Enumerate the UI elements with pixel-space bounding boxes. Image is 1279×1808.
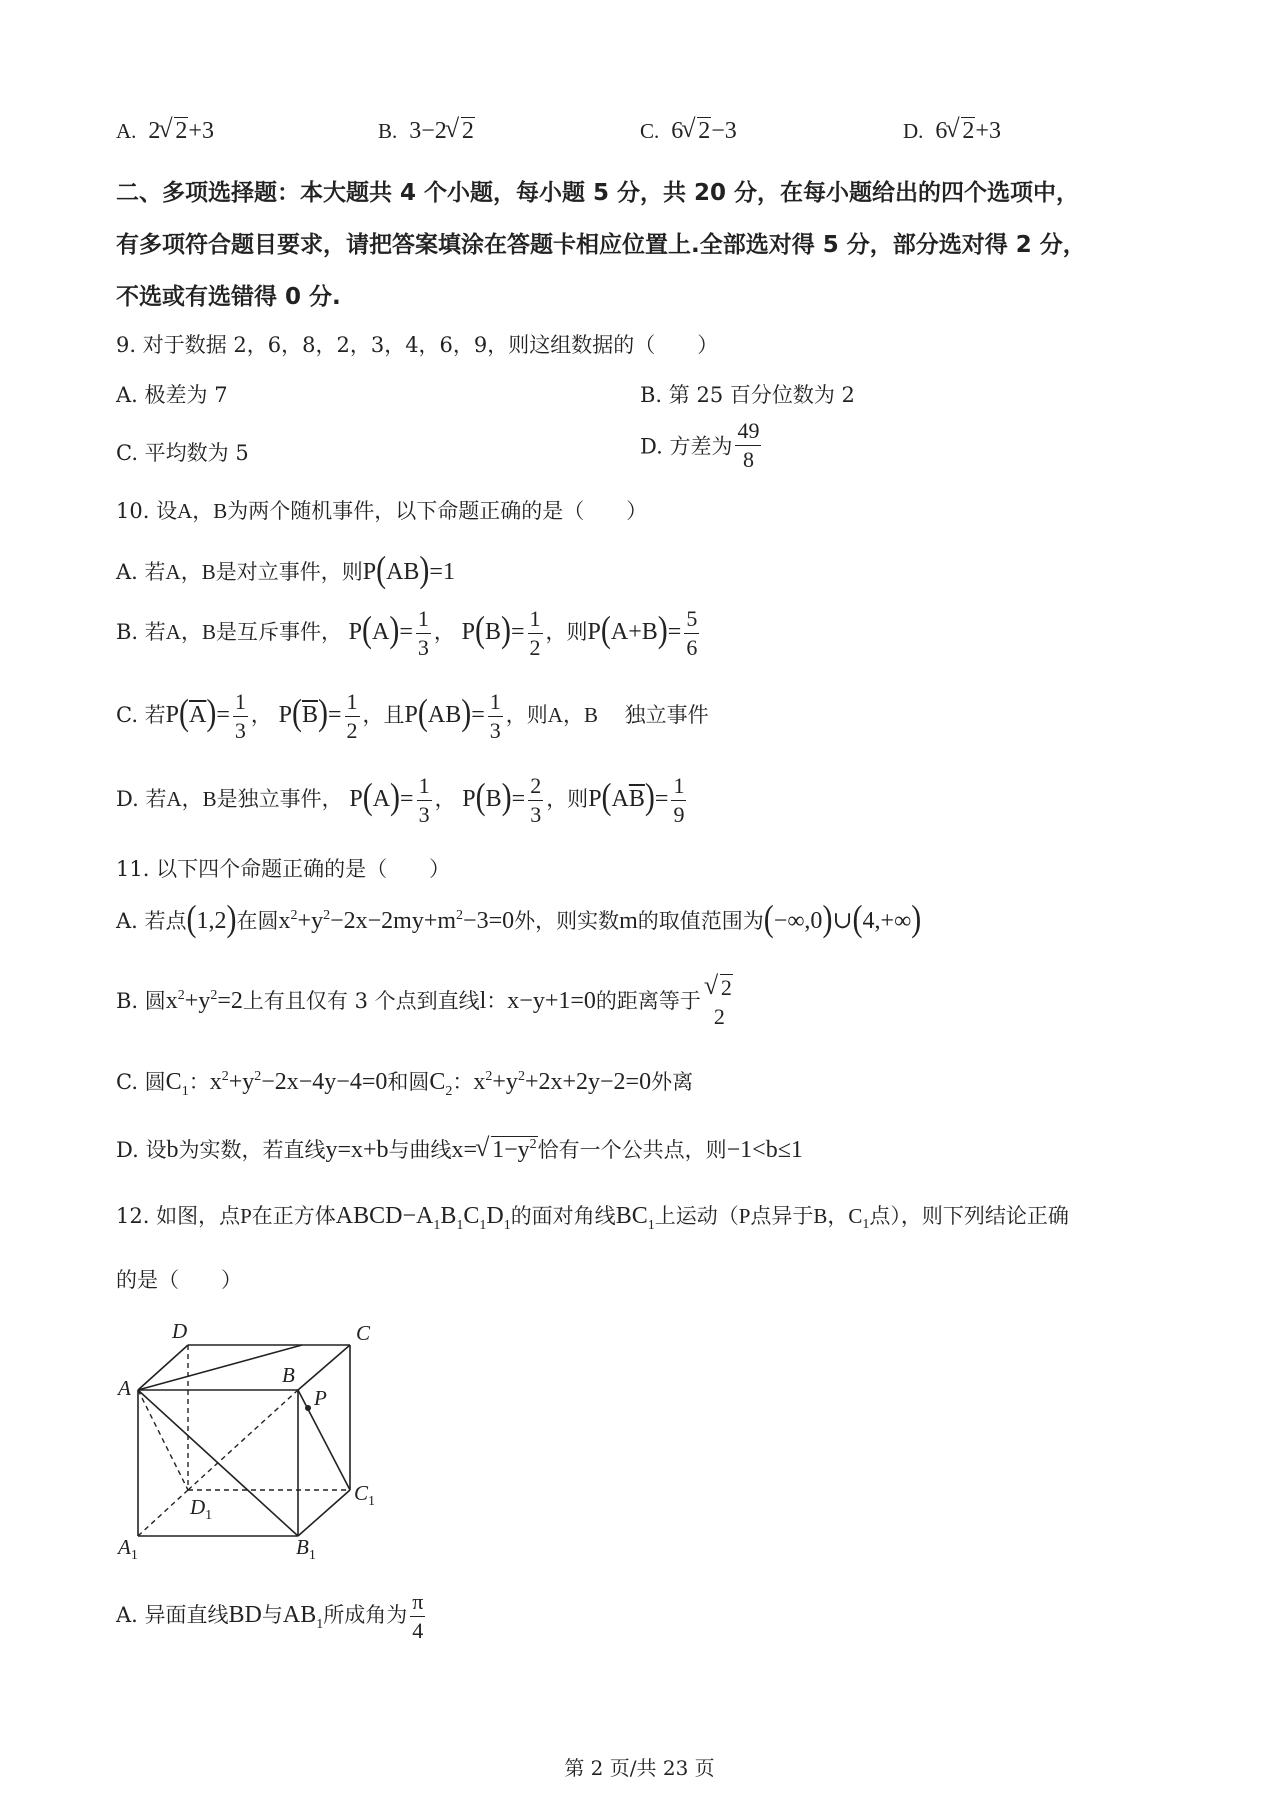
q10-option-d: D. 若A，B是独立事件， P(A)= $\frac{1}{3}$ ， P(B)= $\frac{2}{3}$ ，则$P(A\overline{B})=$ $\frac{1}{9}$ xyxy=(116,773,685,827)
label-a: A xyxy=(118,1376,131,1400)
q10-option-c: C. 若$P(\overline{A})=$ $\frac{1}{3}$ ， $P(\overline{B})=$ $\frac{1}{2}$ ，且P(AB)= $\frac{1}{3}$ ，则A，B 独立事件 xyxy=(116,689,709,743)
prob-pb: P(B)= xyxy=(461,608,525,650)
numerator: 1 xyxy=(488,691,503,717)
prob-pa: P(A)= xyxy=(348,608,413,650)
line-equation: y=x+b xyxy=(325,1137,389,1163)
hidden-diagonal-d1b xyxy=(188,1390,298,1490)
q10-option-b: B. 若A，B是互斥事件， P(A)= $\frac{1}{3}$ ， P(B)= $\frac{1}{2}$ ，则P(A+B)= $\frac{5}{6}$ xyxy=(116,606,698,660)
cube-name: $ABCD-A_1B_1C_1D_1$ xyxy=(335,1203,511,1233)
option-label: D. xyxy=(903,119,924,143)
option-text: ，则 xyxy=(505,703,548,727)
denominator: 2 xyxy=(346,718,358,743)
prob-not-b: $P(\overline{B})=$ xyxy=(278,691,342,733)
denominator: 4 xyxy=(412,1618,424,1643)
section-heading-line2: 有多项符合题目要求，请把答案填涂在答题卡相应位置上.全部选对得 5 分，部分选对得 2 分， xyxy=(116,232,1086,258)
option-text: D. 方差为 xyxy=(640,434,733,459)
sqrt-symbol xyxy=(477,1137,538,1164)
label-text: C xyxy=(354,1481,369,1505)
tail: −3 xyxy=(711,118,737,144)
q11-option-a xyxy=(116,897,922,939)
option-text: D. 若 xyxy=(116,787,167,811)
stem-text: 点），则下列结论正确 xyxy=(869,1204,1069,1228)
label-text: D xyxy=(190,1495,206,1519)
numerator: 49 xyxy=(735,420,761,446)
fraction xyxy=(233,691,248,742)
separator: ， xyxy=(180,620,202,644)
stem-text: 12. 如图，点 xyxy=(116,1204,241,1228)
option-text: D. 设 xyxy=(116,1138,167,1162)
option-text: ，且 xyxy=(362,703,405,727)
option-text: C. 若 xyxy=(116,703,166,727)
denominator: 9 xyxy=(673,802,685,827)
prev-option-b xyxy=(378,118,475,145)
circle-equation: $x^2+y^2-2x-4y-4=0$ xyxy=(209,1069,388,1095)
label-sub: 1 xyxy=(308,1548,316,1560)
event-b: B xyxy=(202,787,217,811)
fraction xyxy=(528,608,543,659)
q11-stem: 11. 以下四个命题正确的是（ ） xyxy=(116,857,451,881)
interval: 4,+∞ xyxy=(862,908,912,934)
circle-name: C xyxy=(165,1069,182,1095)
denominator: 2 xyxy=(529,635,541,660)
option-text: 和圆 xyxy=(387,1070,430,1094)
circle-c2: $C_2$ xyxy=(429,1069,453,1099)
point-c1: $C_1$ xyxy=(848,1204,870,1233)
option-text: B. 若 xyxy=(116,620,166,644)
eq-part: −2x−2my+m xyxy=(330,908,457,934)
numerator: 1 xyxy=(233,691,248,717)
page-footer: 第 2 页/共 23 页 xyxy=(564,1756,715,1780)
edge-b1c1 xyxy=(298,1490,350,1536)
event-a: A xyxy=(165,560,181,584)
circle-c1: $C_1$ xyxy=(165,1069,189,1099)
label-d1 xyxy=(189,1495,212,1523)
option-text: C. 圆 xyxy=(116,1070,166,1094)
colon: ： xyxy=(486,989,508,1013)
option-text: A. 若点 xyxy=(116,909,187,933)
circle-name: C xyxy=(429,1069,446,1095)
stem-text: 10. 设 xyxy=(116,499,178,523)
fraction xyxy=(488,691,503,742)
tail: +3 xyxy=(975,118,1001,144)
cube-text: ABCD−A xyxy=(335,1203,434,1229)
q9-option-d xyxy=(640,420,764,471)
numerator: 5 xyxy=(684,608,699,634)
stem-text: 在正方体 xyxy=(251,1204,336,1228)
q10-option-a xyxy=(116,548,455,590)
denominator: 3 xyxy=(418,802,430,827)
q11-option-c: C. 圆$C_1$：$x^2+y^2-2x-4y-4=0$和圆$C_2$：$x^2+y^2+2x+2y-2=0$外离 xyxy=(116,1069,694,1099)
segment-bc1: $BC_1$ xyxy=(615,1203,655,1233)
prev-option-d xyxy=(903,118,1001,145)
line-equation: x−y+1=0 xyxy=(507,988,596,1014)
q10-stem xyxy=(116,495,647,525)
option-label: C. xyxy=(640,119,660,143)
numerator: 1 xyxy=(417,775,432,801)
denominator: 3 xyxy=(234,718,246,743)
stem-text: 的面对角线 xyxy=(510,1204,616,1228)
hidden-diagonal-ad1 xyxy=(138,1390,188,1490)
option-text: 与曲线 xyxy=(388,1138,452,1162)
numerator: 1 xyxy=(416,608,431,634)
point-p: P xyxy=(738,1204,751,1228)
event-b: B xyxy=(201,560,216,584)
separator: ， xyxy=(562,703,584,727)
label-b1 xyxy=(296,1535,316,1560)
line-l: l xyxy=(479,988,487,1014)
option-text: B. 圆 xyxy=(116,989,166,1013)
fraction xyxy=(417,775,432,826)
q12-option-a xyxy=(116,1585,428,1655)
radicand: 2 xyxy=(175,118,188,144)
value: =1 xyxy=(429,559,455,585)
event-ab: AB xyxy=(386,559,420,585)
option-text: 与 xyxy=(261,1603,283,1627)
circle-equation: $x^2+y^2=2$ xyxy=(165,988,243,1014)
circle-equation: $x^2+y^2-2x-2my+m^2-3=0$ xyxy=(278,908,515,934)
range: (−∞,0)∪(4,+∞) xyxy=(763,897,922,939)
label-sub: 1 xyxy=(205,1508,213,1523)
segment-bd: BD xyxy=(228,1602,262,1628)
prev-option-c xyxy=(640,118,737,145)
coefficient: 6 xyxy=(935,118,948,144)
fraction xyxy=(410,1591,425,1642)
option-text: ，则 xyxy=(546,787,589,811)
event-a: A xyxy=(547,703,563,727)
q9-option-b: B. 第 25 百分位数为 2 xyxy=(640,383,855,407)
option-label: A. xyxy=(116,119,137,143)
point-p: P xyxy=(240,1204,252,1228)
eq-part: =2 xyxy=(217,988,243,1014)
option-text: 在圆 xyxy=(236,909,279,933)
eq-part: +2x+2y−2=0 xyxy=(524,1069,652,1095)
option-text: 所成角为 xyxy=(323,1603,408,1627)
eq-part: −3=0 xyxy=(463,908,515,934)
option-text: 外，则实数 xyxy=(514,909,620,933)
prob-pa: P(A)= xyxy=(349,775,414,817)
variable-m: m xyxy=(619,908,638,934)
section-heading-line3: 不选或有选错得 0 分. xyxy=(116,284,341,310)
edge-bc xyxy=(298,1345,350,1390)
label-sub: 1 xyxy=(368,1494,376,1509)
coefficient: 3−2 xyxy=(409,118,447,144)
prob-union: P(A+B)= xyxy=(587,608,682,650)
numerator xyxy=(704,977,735,1003)
range: −1<b≤1 xyxy=(726,1137,803,1163)
radicand: 2 xyxy=(720,975,732,1000)
radicand: 2 xyxy=(461,118,474,144)
stem-text: 为两个随机事件，以下命题正确的是（ ） xyxy=(227,499,648,523)
hidden-edge-a1d1 xyxy=(138,1490,188,1536)
fraction xyxy=(345,691,360,742)
eq-part: −2x−4y−4=0 xyxy=(261,1069,388,1095)
segment-ab1: $AB_1$ xyxy=(282,1602,324,1632)
radicand-text: 1−y xyxy=(492,1137,530,1163)
cube-figure xyxy=(110,1310,410,1560)
interval: −∞,0 xyxy=(773,908,823,934)
numerator: π xyxy=(410,1591,425,1617)
numerator: 1 xyxy=(528,608,543,634)
segment-text: AB xyxy=(282,1602,317,1628)
fraction xyxy=(671,775,686,826)
radicand: 2 xyxy=(962,118,975,144)
label-sub: 1 xyxy=(130,1548,138,1560)
label-b: B xyxy=(282,1363,295,1387)
curve-equation xyxy=(452,1137,538,1163)
option-text: 为实数，若直线 xyxy=(178,1138,326,1162)
label-text: A xyxy=(118,1535,131,1559)
sqrt-symbol xyxy=(160,118,188,145)
radicand: 2 xyxy=(698,118,711,144)
section-heading-line1: 二、多项选择题：本大题共 4 个小题，每小题 5 分，共 20 分，在每小题给出的四个选项中， xyxy=(116,180,1080,206)
denominator: 3 xyxy=(417,635,429,660)
denominator: 2 xyxy=(713,1004,725,1029)
label-c1 xyxy=(354,1481,375,1509)
segment-text: BC xyxy=(615,1203,648,1229)
option-text: 的取值范围为 xyxy=(637,909,764,933)
stem-text: 点异于 xyxy=(750,1204,814,1228)
option-text: 的距离等于 xyxy=(595,989,701,1013)
sqrt-symbol xyxy=(947,118,975,145)
option-text: A. 异面直线 xyxy=(116,1603,229,1627)
q11-option-b xyxy=(116,966,738,1031)
label-c: C xyxy=(356,1321,371,1345)
option-text: 是互斥事件， xyxy=(215,620,342,644)
point: (1,2) xyxy=(186,897,237,939)
sqrt-symbol xyxy=(683,118,711,145)
prob-ab: P(AB)= xyxy=(404,691,485,733)
stem-text: 上运动（ xyxy=(654,1204,739,1228)
option-text: 外离 xyxy=(651,1070,694,1094)
event-b: B xyxy=(201,620,216,644)
union: ∪ xyxy=(832,908,853,934)
numerator: 2 xyxy=(528,775,543,801)
option-text: 上有且仅有 3 个点到直线 xyxy=(242,989,480,1013)
numerator: 1 xyxy=(671,775,686,801)
fraction xyxy=(416,608,431,659)
denominator: 3 xyxy=(530,802,542,827)
q12-stem-line2: 的是（ ） xyxy=(116,1268,242,1292)
coefficient: 2 xyxy=(148,118,161,144)
prob-expr: P(AB)=1 xyxy=(362,548,455,590)
q9-option-c: C. 平均数为 5 xyxy=(116,441,249,465)
label-a1 xyxy=(116,1535,138,1560)
numerator: 1 xyxy=(345,691,360,717)
option-text: 独立事件 xyxy=(624,703,709,727)
point-p-dot xyxy=(305,1405,311,1411)
denominator: 8 xyxy=(742,447,754,472)
event-b: B xyxy=(583,703,598,727)
separator: ， xyxy=(180,560,202,584)
separator: ， xyxy=(181,787,203,811)
q12-stem: 12. 如图，点P在正方体$ABCD-A_1B_1C_1D_1$的面对角线$BC_1$上运动（P点异于B，$C_1$点），则下列结论正确 xyxy=(116,1203,1069,1233)
radicand: $1-y^2$ xyxy=(492,1137,537,1163)
point-coords: 1,2 xyxy=(196,908,227,934)
q9-stem: 9. 对于数据 2，6，8，2，3，4，6，9，则这组数据的（ ） xyxy=(116,333,719,357)
point-text: C xyxy=(848,1204,863,1228)
prob-pb: P(B)= xyxy=(462,775,526,817)
coefficient: 6 xyxy=(671,118,684,144)
fraction xyxy=(684,608,699,659)
fraction xyxy=(528,775,543,826)
fraction xyxy=(704,977,735,1028)
tail: +3 xyxy=(188,118,214,144)
fraction xyxy=(735,420,761,471)
circle-equation: $x^2+y^2+2x+2y-2=0$ xyxy=(473,1069,652,1095)
sqrt-symbol xyxy=(447,118,475,145)
label-d: D xyxy=(172,1319,188,1343)
label-text: B xyxy=(296,1535,309,1559)
option-text: A. 若 xyxy=(116,560,166,584)
separator: ， xyxy=(192,499,214,523)
event-a: A xyxy=(165,620,181,644)
eq-part: x= xyxy=(451,1137,478,1163)
option-text: 是独立事件， xyxy=(216,787,343,811)
event-a: A xyxy=(166,787,182,811)
q9-option-a: A. 极差为 7 xyxy=(116,383,228,407)
label-p: P xyxy=(314,1386,327,1410)
variable-b: b xyxy=(166,1137,179,1163)
option-text: 恰有一个公共点，则 xyxy=(537,1138,727,1162)
prev-option-a xyxy=(116,118,214,145)
denominator: 3 xyxy=(489,718,501,743)
prob-not-a: $P(\overline{A})=$ xyxy=(165,691,230,733)
option-text: ，则 xyxy=(545,620,588,644)
q11-option-d xyxy=(116,1134,803,1164)
prob-a-not-b: $P(A\overline{B})=$ xyxy=(588,775,669,817)
option-text: 是对立事件，则 xyxy=(215,560,363,584)
denominator: 6 xyxy=(686,635,698,660)
point-b: B xyxy=(813,1204,828,1228)
option-label: B. xyxy=(378,119,398,143)
event-b: B xyxy=(213,499,228,523)
event-a: A xyxy=(177,499,193,523)
